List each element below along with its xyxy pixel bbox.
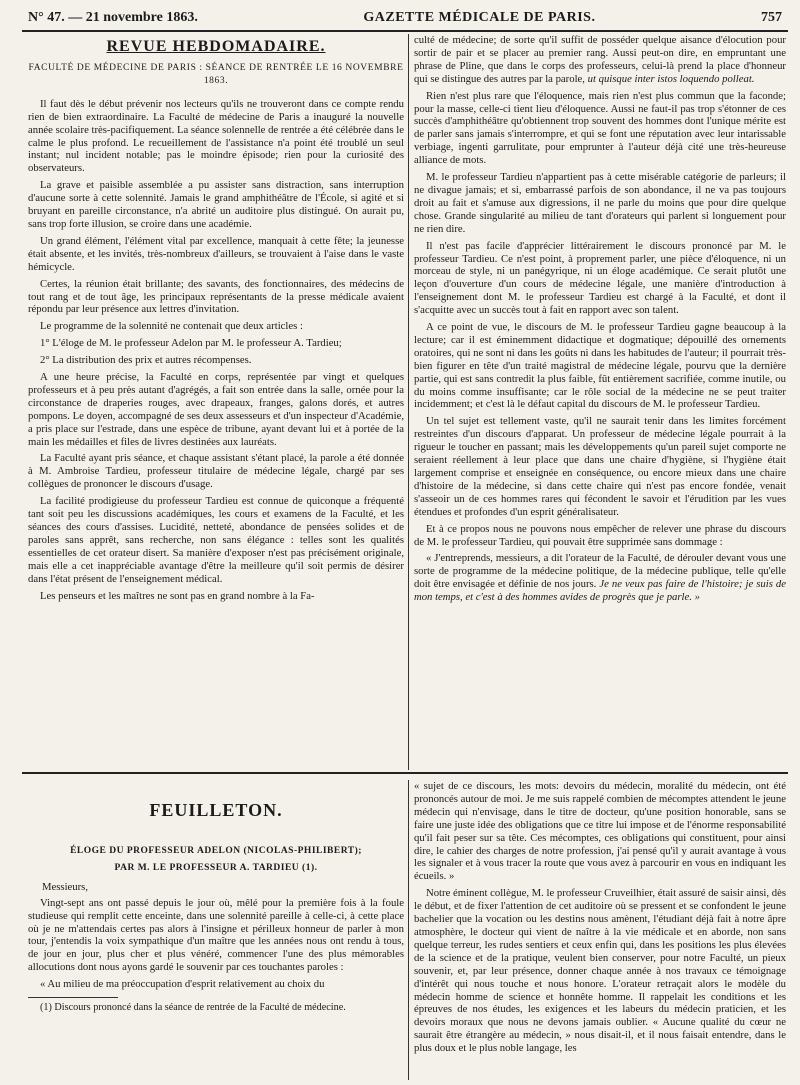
eloge-title: ÉLOGE DU PROFESSEUR ADELON (NICOLAS-PHILIBERT); xyxy=(70,846,362,856)
column-divider xyxy=(408,34,409,770)
paragraph: 2° La distribution des prix et autres récompenses. xyxy=(40,354,252,367)
eloge-author: PAR M. LE PROFESSEUR A. TARDIEU (1). xyxy=(114,862,318,873)
paragraph: Certes, la réunion était brillante; des savants, des fonctionnaires, des médecins de tout rang et de tout âge, les principaux représentants de la presse médicale avaient répondu par leur présence aux lettres d'invitation. xyxy=(28,277,404,316)
paragraph: La grave et paisible assemblée a pu assister sans distraction, sans interruption d'aucune sorte à cette solennité. Jamais le grand amphithéâtre de l'École, si agité et si bruyant en pareille circonstance, n'a abrité un auditoire plus distingué. On aurait pu, sans trop forte illusion, se croire dans une académie. xyxy=(28,179,404,230)
footnote-divider xyxy=(28,997,118,998)
quote-italic: Je ne veux pas faire de l'histoire; je suis de mon temps, et c'est à des hommes avides de progrès que je parle. » xyxy=(414,578,786,604)
revue-title: REVUE HEBDOMADAIRE. xyxy=(106,38,326,55)
paragraph: Et à ce propos nous ne pouvons nous empêcher de relever une phrase du discours de M. le professeur Tardieu, qui pouvait être supprimée sans dommage : xyxy=(414,522,786,548)
paragraph: Notre éminent collègue, M. le professeur Cruveilhier, était assuré de saisir ainsi, dès le début, et de fixer l'attention de cet auditoire où se pressent et se confondent le jeune bachelier que la vocation ou les destins nous amènent, l'étudiant déjà fait à notre âpre atmosphère, le docteur qui vient de naître à la vie médicale et en aborde, non sans quelque terreur, les rudes sentiers et ceux enfin qui, dans les positions les plus élevées de la science et de la pratique, veulent bien conserver, pour notre Faculté, un pieux souvenir, et, par leur présence, donner chaque année à nos travaux ce témoignage d'intérêt qui nous touche et nous honore. L'orateur retraçait alors le modèle du médecin homme de science et honnête homme. Il rappelait les conditions et les épreuves de nos études, les exigences et les labeurs du médecin praticien, et les devoirs moraux que nous ne devons jamais oublier. « Aucune qualité du cœur ne saurait être étrangère au médecin, » nous disait-il, et il nous faisait entendre, dans le plus doux et le plus noble langage, les xyxy=(414,887,786,1055)
footnote: (1) Discours prononcé dans la séance de rentrée de la Faculté de médecine. xyxy=(40,1002,346,1014)
paragraph: Un tel sujet est tellement vaste, qu'il ne saurait tenir dans les limites forcément restreintes d'un discours d'apparat. Un professeur de médecine légale pourrait à la rigueur le toucher en passant; mais les développements qu'un pareil sujet comporte ne seraient réellement à leur place que dans une chaire d'hygiène, si l'hygiène était largement comprise et enseignée en conséquence, ou encore mieux dans une chaire d'histoire de la médecine, si dans cette chaire qui n'est pas encore fondée, venait s'asseoir un de ces hommes rares qui fécondent le savoir et l'érudition par les vues étendues et profondes d'un esprit généralisateur. xyxy=(414,415,786,518)
paragraph: Rien n'est plus rare que l'éloquence, mais rien n'est plus commun que la faconde; pour la masse, celle-ci tient lieu d'éloquence. Aussi ne faut-il pas trop s'étonner de ces succès d'amphithéâtre qu'obtiennent trop souvent des hommes dont l'unique mérite est de parler sans jamais s'interrompre, et qui se font une réputation avec leur intarissable verbiage, ingenti garrulitate, pour emprunter à l'auteur déjà cité une très-heureuse alliance de mots. xyxy=(414,89,786,167)
page-number: 757 xyxy=(761,10,782,25)
issue-date: N° 47. — 21 novembre 1863. xyxy=(28,10,198,25)
paragraph-text: culté de médecine; de sorte qu'il suffit de posséder quelque aisance d'élocution pour sortir de pair et se placer au premier rang. Aussi peut-on dire, en empruntant une phrase de Pline, que dans le corps des professeurs, celui-là prend la place d'honneur qui se distingue des autres par la parole, xyxy=(414,34,786,85)
column-divider xyxy=(408,780,409,1080)
paragraph: « sujet de ce discours, les mots: devoirs du médecin, moralité du médecin, ont été prononcés autour de moi. Je me suis rappelé combien de mécomptes attendent le jeune médecin qui n'envisage, dans le titre de docteur, qu'une position honorable, sans se faire une juste idée des obligations que ce titre lui impose et de l'énorme responsabilité qu'il fait peser sur sa tête. Ces mécomptes, ces obligations qui constituent, pour ainsi dire, le cahier des charges de notre profession, j'ai pensé qu'il y aurait avantage à vous les signaler et à vous tracer la route que vous avez à parcourir en vous en indiquant les écueils. » xyxy=(414,780,786,883)
revue-section xyxy=(22,34,788,770)
feuilleton-section xyxy=(22,780,788,1080)
feuilleton-left-column xyxy=(28,780,404,1080)
quote-paragraph xyxy=(414,552,786,604)
salutation: Messieurs, xyxy=(42,880,89,893)
paragraph: La Faculté ayant pris séance, et chaque assistant s'étant placé, la parole a été donnée à M. Ambroise Tardieu, professeur titulaire de médecine légale, chargé par ses collègues de prononcer le discours d'usage. xyxy=(28,452,404,491)
journal-title: GAZETTE MÉDICALE DE PARIS. xyxy=(363,10,596,25)
paragraph: « Au milieu de ma préoccupation d'esprit relativement au choix du xyxy=(40,978,325,991)
paragraph: Le programme de la solennité ne contenait que deux articles : xyxy=(40,320,303,333)
revue-subhead: FACULTÉ DE MÉDECINE DE PARIS : SÉANCE DE RENTRÉE LE 16 NOVEMBRE 1863. xyxy=(28,63,404,86)
paragraph: Il n'est pas facile d'apprécier littérairement le discours prononcé par M. le professeur Tardieu. Ce n'est point, à proprement parler, une pièce d'éloquence, ni un morceau de style, ni un panégyrique, ni un éloge académique. Ce serait plutôt une leçon d'ouverture d'un cours de médecine légale, une manière d'introduction à l'enseignement dont M. le professeur Tardieu est chargé à la Faculté, et dont il s'acquitte avec un succès tout à fait en rapport avec son talent. xyxy=(414,239,786,317)
newspaper-page xyxy=(22,10,788,1080)
feuilleton-title: FEUILLETON. xyxy=(149,800,283,820)
paragraph: A une heure précise, la Faculté en corps, représentée par vingt et quelques professeurs et à peu près autant d'agrégés, a fait son entrée dans la salle, ornée pour la circonstance de draperies rouges, avec drapeaux, franges, galons dorés, et autres pompons. Le doyen, accompagné de ses deux assesseurs et d'un inspecteur d'Académie, a pris place sur l'estrade, dans une espèce de tribune, ayant devant lui et à portée de la main les médailles et files de livres destinées aux lauréats. xyxy=(28,371,404,448)
masthead xyxy=(22,10,788,32)
paragraph: Les penseurs et les maîtres ne sont pas en grand nombre à la Fa- xyxy=(40,589,315,602)
paragraph: Vingt-sept ans ont passé depuis le jour où, mêlé pour la première fois à la foule studieuse qui remplit cette enceinte, dans une solennité pareille à celle-ci, à cette place où je ne m'attendais certes pas alors à l'insigne et périlleux honneur de parler à mon tour, j'entendis la voix sympathique d'un maître que les années nous ont rendu à tous, de jour en jour, plus cher et plus vénéré, commencer l'une des plus mémorables allocutions dont nous ayons gardé le souvenir par ces touchantes paroles : xyxy=(28,896,404,974)
paragraph: A ce point de vue, le discours de M. le professeur Tardieu gagne beaucoup à la lecture; car il est éminemment didactique et dogmatique; dépouillé des ornements oratoires, qui ne sont ni dans les goûts ni dans les habitudes de l'auteur; il pourrait très-bien figurer en tête d'un traité magistral de médecine légale, pourvu que la dernière partie, qui est sans contredit la plus faible, fût entièrement sacrifiée, comme inutile, ou du moins comme insuffisante; car le rôle social de la médecine ne se peut traiter incidemment; et c'est là le défaut capital du discours de M. le professeur Tardieu. xyxy=(414,321,786,411)
paragraph xyxy=(414,34,786,86)
feuilleton-right-column xyxy=(414,780,786,1080)
revue-right-column xyxy=(414,34,786,608)
paragraph: Il faut dès le début prévenir nos lecteurs qu'ils ne trouveront dans ce compte rendu rien de bien extraordinaire. La Faculté de médecine de Paris a inauguré la nouvelle année scolaire très-pacifiquement. La séance solennelle de rentrée a été célébrée dans le calme le plus profond. Le recueillement de l'assistance n'a point été troublé un seul instant; nul incident notable; pas le moindre épisode; rien pour la curiosité des observateurs. xyxy=(28,97,404,175)
paragraph: La facilité prodigieuse du professeur Tardieu est connue de quiconque a fréquenté tant soit peu les discussions académiques, les cours et examens de la Faculté, et les séances des cours d'assises. Lucidité, netteté, abondance de pensées solides et de paroles sans apprêt, sans recherche, non sans élégance : telles sont les qualités essentielles de cet orateur disert. Sa manière d'exposer n'est pas précisément originale, mais elle a cet inappréciable avantage d'être la meilleure qu'il soit permis de désirer dans l'état présent de l'enseignement médical. xyxy=(28,495,404,585)
section-divider xyxy=(22,772,788,774)
paragraph: M. le professeur Tardieu n'appartient pas à cette misérable catégorie de parleurs; il ne divague jamais; et si, embarrassé parfois de son abondance, il ne va pas toujours droit au fait et s'amuse aux digressions, il ne parle du moins que pour dire quelque chose. Grande singularité au milieu de tant d'orateurs qui parlent si longuement pour ne rien dire. xyxy=(414,171,786,235)
quote-text: « J'entreprends, messieurs, a dit l'orateur de la Faculté, de dérouler devant vous une sorte de programme de la médecine politique, de la médecine publique, telle qu'elle doit être envisagée et définie de nos jours. xyxy=(414,552,786,591)
revue-left-column xyxy=(28,34,404,606)
paragraph: 1° L'éloge de M. le professeur Adelon par M. le professeur A. Tardieu; xyxy=(40,337,342,350)
paragraph: Un grand élément, l'élément vital par excellence, manquait à cette fête; la jeunesse était absente, et les invités, très-nombreux d'ailleurs, se trouvaient à l'aise dans le vaste hémicycle. xyxy=(28,234,404,273)
latin-quote: ut quisque inter istos loquendo polleat. xyxy=(587,72,755,85)
